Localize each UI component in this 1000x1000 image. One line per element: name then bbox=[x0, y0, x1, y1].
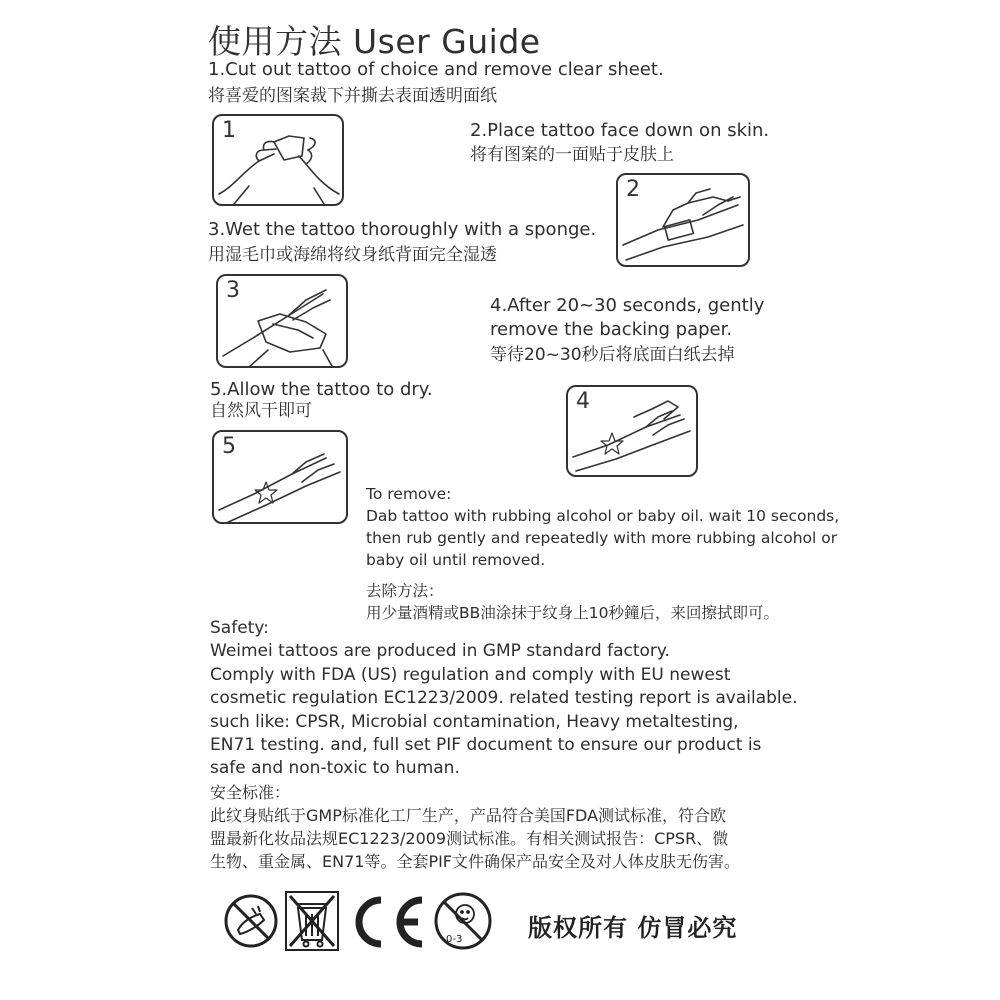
page-title: 使用方法 User Guide bbox=[208, 22, 541, 61]
step-5-number: 5 bbox=[222, 434, 236, 459]
step-3-instruction: 3.Wet the tattoo thoroughly with a sponge. bbox=[208, 219, 597, 240]
remove-text-zh: 用少量酒精或BB油涂抹于纹身上10秒鐘后，来回擦拭即可。 bbox=[366, 604, 779, 622]
safety-line3-zh: 生物、重金属、EN71等。全套PIF文件确保产品安全及对人体皮肤无伤害。 bbox=[210, 852, 741, 871]
step-1-instruction: 1.Cut out tattoo of choice and remove clear sheet. bbox=[208, 59, 664, 80]
age-warning-icon bbox=[432, 890, 494, 952]
step-5-instruction: 5.Allow the tattoo to dry. bbox=[210, 379, 433, 400]
step-4-number: 4 bbox=[576, 389, 590, 414]
dry-tattoo-icon bbox=[214, 432, 348, 524]
step-4-illustration bbox=[566, 385, 698, 477]
step-4-instruction-zh: 等待20~30秒后将底面白纸去掉 bbox=[490, 345, 735, 365]
remove-backing-icon bbox=[568, 387, 698, 477]
safety-line6: safe and non-toxic to human. bbox=[210, 758, 460, 778]
waste-bin-icon bbox=[284, 890, 340, 952]
press-tattoo-icon bbox=[618, 175, 750, 267]
remove-text-line2: then rub gently and repeatedly with more rubbing alcohol or bbox=[366, 529, 838, 547]
peel-sheet-icon bbox=[214, 116, 344, 206]
safety-line2-zh: 盟最新化妆品法规EC1223/2009测试标准。有相关测试报告：CPSR、微 bbox=[210, 829, 729, 848]
step-1-illustration bbox=[212, 114, 344, 206]
remove-heading-zh: 去除方法： bbox=[366, 582, 444, 600]
safety-line4: such like: CPSR, Microbial contamination, Heavy metaltesting, bbox=[210, 712, 739, 732]
ce-mark-icon bbox=[346, 892, 428, 952]
remove-heading: To remove: bbox=[366, 485, 452, 503]
safety-line1-zh: 此纹身贴纸于GMP标准化工厂生产，产品符合美国FDA测试标准，符合欧 bbox=[210, 806, 727, 825]
remove-text-line1: Dab tattoo with rubbing alcohol or baby oil. wait 10 seconds, bbox=[366, 507, 840, 525]
step-1-instruction-zh: 将喜爱的图案裁下并撕去表面透明面纸 bbox=[208, 86, 497, 106]
safety-heading: Safety: bbox=[210, 618, 269, 638]
step-5-instruction-zh: 自然风干即可 bbox=[210, 401, 312, 421]
step-2-illustration bbox=[616, 173, 750, 267]
wet-sponge-icon bbox=[218, 276, 348, 368]
step-4-instruction-line1: 4.After 20~30 seconds, gently bbox=[490, 295, 765, 316]
step-2-instruction-zh: 将有图案的一面贴于皮肤上 bbox=[470, 145, 674, 165]
safety-line3: cosmetic regulation EC1223/2009. related testing report is available. bbox=[210, 688, 798, 708]
safety-heading-zh: 安全标准： bbox=[210, 783, 291, 802]
age-label: 0-3 bbox=[446, 934, 463, 945]
safety-line2: Comply with FDA (US) regulation and comply with EU newest bbox=[210, 665, 731, 685]
step-2-number: 2 bbox=[626, 177, 640, 202]
no-eating-icon bbox=[222, 892, 280, 950]
step-1-number: 1 bbox=[222, 118, 236, 143]
step-5-illustration bbox=[212, 430, 348, 524]
copyright-notice: 版权所有 仿冒必究 bbox=[528, 913, 738, 942]
safety-line5: EN71 testing. and, full set PIF document to ensure our product is bbox=[210, 735, 762, 755]
step-3-number: 3 bbox=[226, 278, 240, 303]
step-3-instruction-zh: 用湿毛巾或海绵将纹身纸背面完全湿透 bbox=[208, 245, 497, 265]
step-2-instruction: 2.Place tattoo face down on skin. bbox=[470, 120, 770, 141]
safety-line1: Weimei tattoos are produced in GMP standard factory. bbox=[210, 641, 670, 661]
step-3-illustration bbox=[216, 274, 348, 368]
remove-text-line3: baby oil until removed. bbox=[366, 551, 546, 569]
step-4-instruction-line2: remove the backing paper. bbox=[490, 319, 733, 340]
